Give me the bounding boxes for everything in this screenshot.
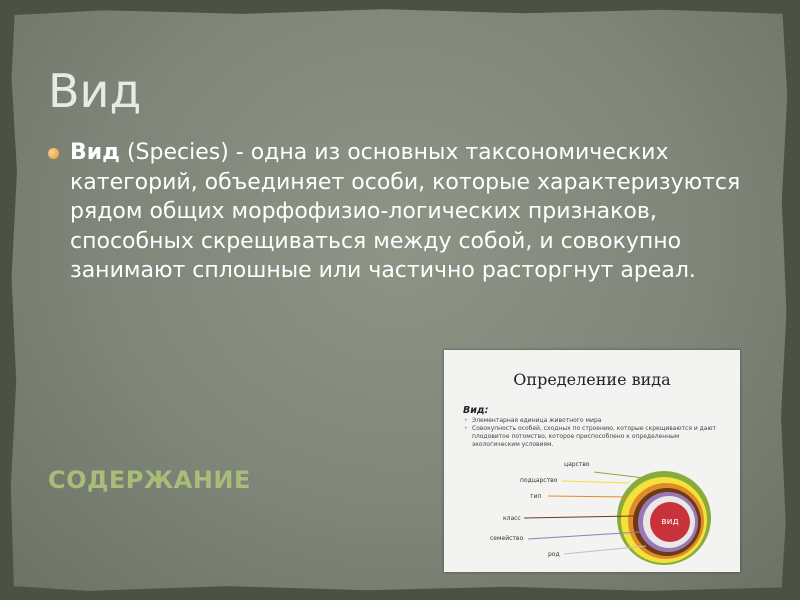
pointer-line [594, 472, 644, 478]
species-definition-image [444, 350, 740, 572]
contents-link[interactable]: СОДЕРЖАНИЕ [48, 466, 251, 494]
term-bold: Вид [70, 140, 120, 165]
phylum-label: тип [530, 493, 542, 500]
definition-bullet [48, 138, 748, 286]
definition-body: (Species) - одна из основных таксономических категорий, объединяет особи, которые характеризуются рядом общих морфофизио-логических признаков, способных скрещиваться между собой, и совокупно занимают сплошные или частично расторгнут ареал. [70, 140, 741, 283]
bullet-dot-icon [48, 148, 59, 159]
definition-text [70, 138, 748, 286]
family-label: семейство [490, 535, 524, 542]
taxonomy-circles-diagram [444, 350, 740, 572]
image-bullet-line: • Элементарная единица животного мира [464, 417, 724, 425]
genus-label: род [548, 551, 560, 558]
subkingdom-label: подцарство [520, 477, 558, 484]
image-bullet-line: • Совокупность особей, сходных по строению, которые скрещиваются и дают плодовитое потомство, которое приспособлено к определенным экологическим условиям. [464, 425, 724, 449]
pointer-line [562, 481, 630, 483]
image-subtitle: Вид: [463, 405, 489, 416]
species-label: вид [661, 517, 679, 527]
image-title: Определение вида [513, 370, 671, 389]
class-label: класс [503, 515, 521, 522]
pointer-line [548, 496, 628, 497]
kingdom-label: царство [564, 461, 590, 468]
slide-title: Вид [48, 64, 142, 118]
